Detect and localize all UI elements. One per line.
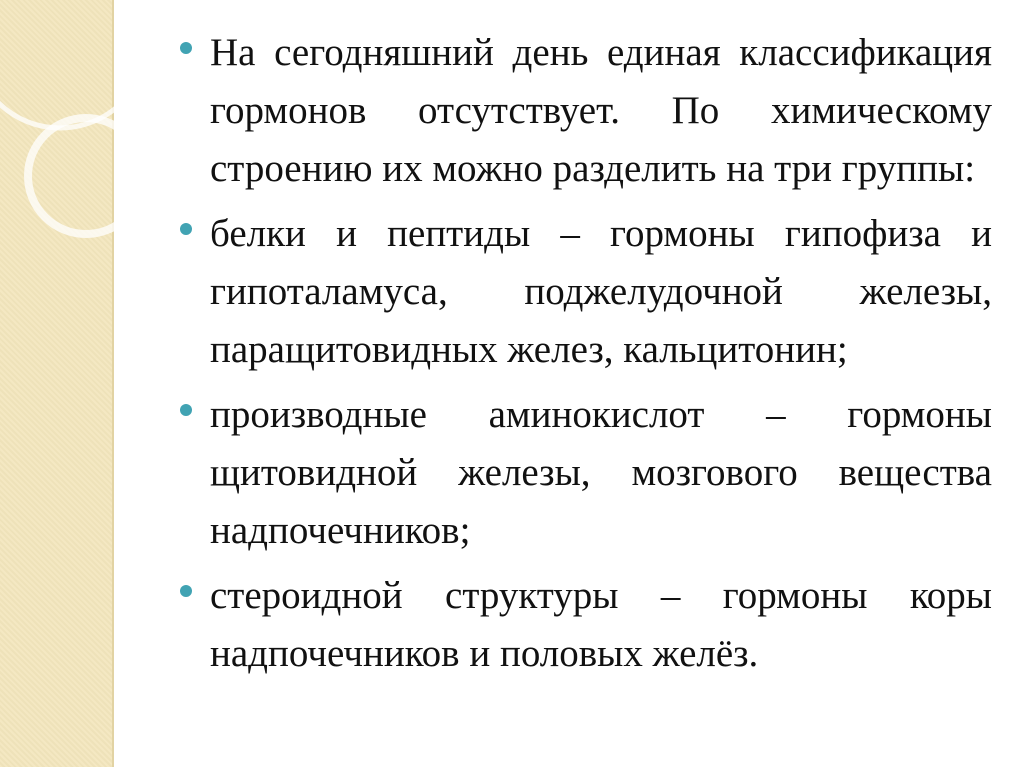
bullet-text: производные аминокислот – гормоны щитовидной железы, мозгового вещества надпочечников; [210,393,992,552]
bullet-dot-icon [180,223,192,235]
bullet-item [180,24,992,198]
bullet-item [180,205,992,379]
bullet-item [180,567,992,683]
bullet-text: белки и пептиды – гормоны гипофиза и гипоталамуса, поджелудочной железы, паращитовидных желез, кальцитонин; [210,212,992,371]
bullet-dot-icon [180,42,192,54]
bullet-text: На сегодняшний день единая классификация гормонов отсутствует. По химическому строению их можно разделить на три группы: [210,31,992,190]
decorative-ring-large [0,0,148,128]
decorative-rings [0,0,160,260]
bullet-item [180,386,992,560]
bullet-text: стероидной структуры – гормоны коры надпочечников и половых желёз. [210,574,992,675]
bullet-list [180,24,992,690]
decorative-ring-small [28,118,144,234]
bullet-dot-icon [180,585,192,597]
bullet-dot-icon [180,404,192,416]
